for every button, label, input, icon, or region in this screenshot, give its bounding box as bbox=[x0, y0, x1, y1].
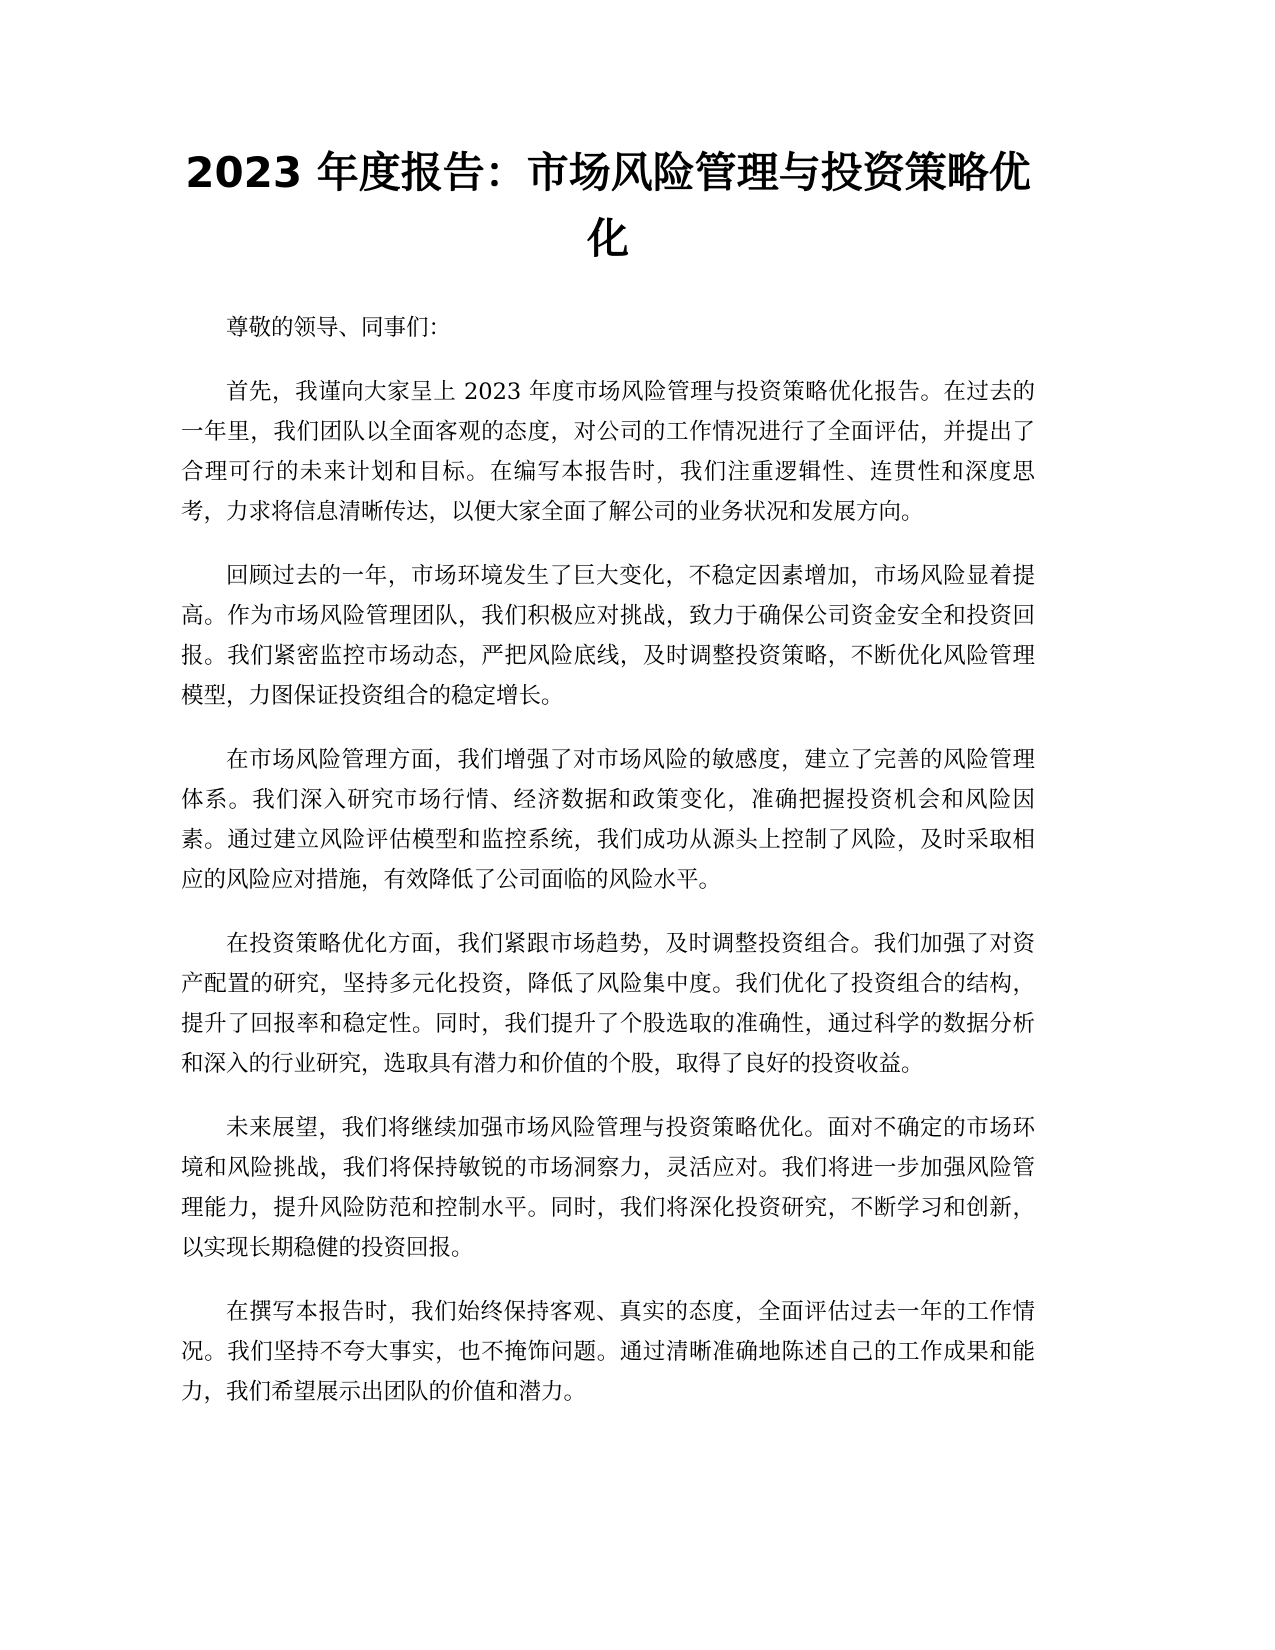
paragraph-risk-management: 在市场风险管理方面，我们增强了对市场风险的敏感度，建立了完善的风险管理体系。我们深入研究市场行情、经济数据和政策变化，准确把握投资机会和风险因素。通过建立风险评估模型和监控系统，我们成功从源头上控制了风险，及时采取相应的风险应对措施，有效降低了公司面临的风险水平。 bbox=[181, 747, 1035, 893]
paragraph-strategy-optimization: 在投资策略优化方面，我们紧跟市场趋势，及时调整投资组合。我们加强了对资产配置的研究，坚持多元化投资，降低了风险集中度。我们优化了投资组合的结构，提升了回报率和稳定性。同时，我们提升了个股选取的准确性，通过科学的数据分析和深入的行业研究，选取具有潜力和价值的个股，取得了良好的投资收益。 bbox=[181, 931, 1035, 1077]
paragraph-review: 回顾过去的一年，市场环境发生了巨大变化，不稳定因素增加，市场风险显着提高。作为市场风险管理团队，我们积极应对挑战，致力于确保公司资金安全和投资回报。我们紧密监控市场动态，严把风险底线，及时调整投资策略，不断优化风险管理模型，力图保证投资组合的稳定增长。 bbox=[181, 563, 1035, 709]
paragraph-intro: 首先，我谨向大家呈上 2023 年度市场风险管理与投资策略优化报告。在过去的一年里，我们团队以全面客观的态度，对公司的工作情况进行了全面评估，并提出了合理可行的未来计划和目标。在编写本报告时，我们注重逻辑性、连贯性和深度思考，力求将信息清晰传达，以便大家全面了解公司的业务状况和发展方向。 bbox=[181, 379, 1035, 525]
salutation: 尊敬的领导、同事们： bbox=[226, 315, 452, 341]
document-title: 2023 年度报告：市场风险管理与投资策略优化 bbox=[185, 148, 1031, 263]
document-body bbox=[181, 308, 1035, 1412]
paragraph-outlook: 未来展望，我们将继续加强市场风险管理与投资策略优化。面对不确定的市场环境和风险挑战，我们将保持敏锐的市场洞察力，灵活应对。我们将进一步加强风险管理能力，提升风险防范和控制水平。同时，我们将深化投资研究，不断学习和创新，以实现长期稳健的投资回报。 bbox=[181, 1115, 1035, 1261]
paragraph-closing: 在撰写本报告时，我们始终保持客观、真实的态度，全面评估过去一年的工作情况。我们坚持不夸大事实，也不掩饰问题。通过清晰准确地陈述自己的工作成果和能力，我们希望展示出团队的价值和潜力。 bbox=[181, 1299, 1035, 1405]
document-page bbox=[181, 140, 1035, 1436]
